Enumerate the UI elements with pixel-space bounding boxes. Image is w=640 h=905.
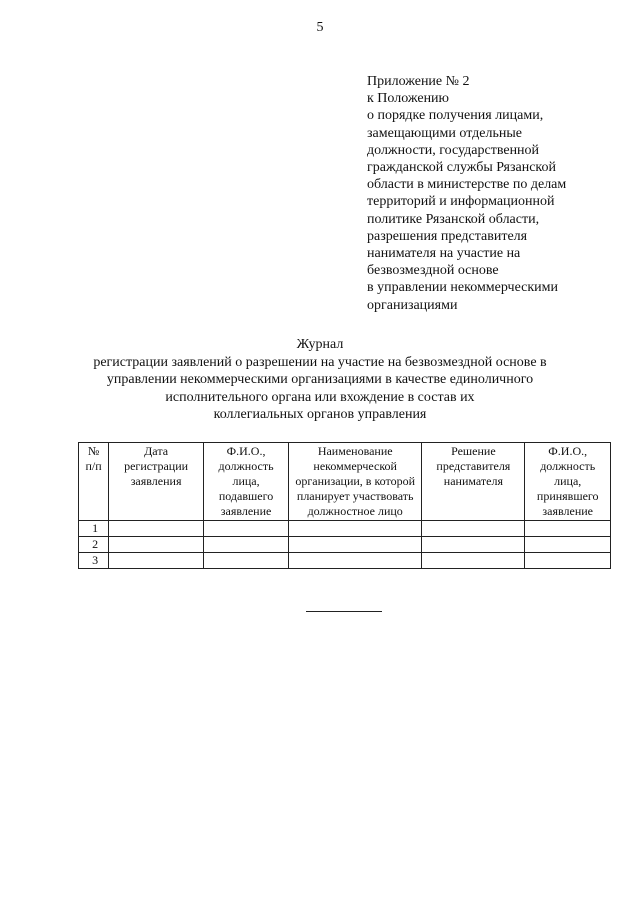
table-cell [289,521,422,537]
journal-title-line: Журнал [296,337,344,352]
appendix-line: безвозмездной основе [367,263,499,279]
appendix-line: политике Рязанской области, [367,211,540,227]
appendix-line: к Положению [367,91,450,107]
table-cell: 3 [79,553,109,569]
end-divider [306,611,382,612]
appendix-line: области в министерстве по делам [367,177,567,193]
page-number: 5 [316,20,324,35]
journal-title-line: управлении некоммерческими организациями в качестве единоличного [106,372,534,387]
appendix-line: нанимателя на участие на [367,246,521,262]
table-cell [525,521,611,537]
table-row [79,553,611,569]
header-registration-date: Дата регистрации заявления [109,443,204,521]
table-cell [525,553,611,569]
header-applicant: Ф.И.О., должность лица, подавшего заявление [204,443,289,521]
header-decision: Решение представителя нанимателя [422,443,525,521]
header-receiver: Ф.И.О., должность лица, принявшего заявление [525,443,611,521]
table-cell [204,537,289,553]
journal-title [0,336,640,424]
table-row [79,537,611,553]
table-cell [422,537,525,553]
table-cell [109,537,204,553]
appendix-line: в управлении некоммерческими [367,280,558,296]
table-cell [204,521,289,537]
appendix-line: гражданской службы Рязанской [367,160,557,176]
appendix-line: замещающими отдельные [367,125,522,141]
table-cell [422,553,525,569]
appendix-line: должности, государственной [367,142,540,158]
appendix-line: Приложение № 2 [367,74,470,89]
table-cell [525,537,611,553]
table-row [79,521,611,537]
appendix-line: организациями [367,297,458,313]
table-cell [422,521,525,537]
journal-title-line: коллегиальных органов управления [213,407,427,422]
registration-table [78,442,611,569]
appendix-line: разрешения представителя [367,228,528,244]
journal-title-line: регистрации заявлений о разрешении на участие на безвозмездной основе в [93,354,547,370]
table-cell: 2 [79,537,109,553]
table-cell [109,521,204,537]
table-cell: 1 [79,521,109,537]
table-cell [109,553,204,569]
header-number: № п/п [79,443,109,521]
table-header-row [79,443,611,521]
header-organization: Наименование некоммерческой организации, в которой планирует участвовать должностное лицо [289,443,422,521]
table-cell [289,553,422,569]
table-cell [204,553,289,569]
appendix-header [367,73,617,314]
table-cell [289,537,422,553]
journal-title-line: исполнительного органа или вхождение в состав их [165,389,475,405]
appendix-line: о порядке получения лицами, [367,108,544,124]
appendix-line: территорий и информационной [367,194,555,210]
